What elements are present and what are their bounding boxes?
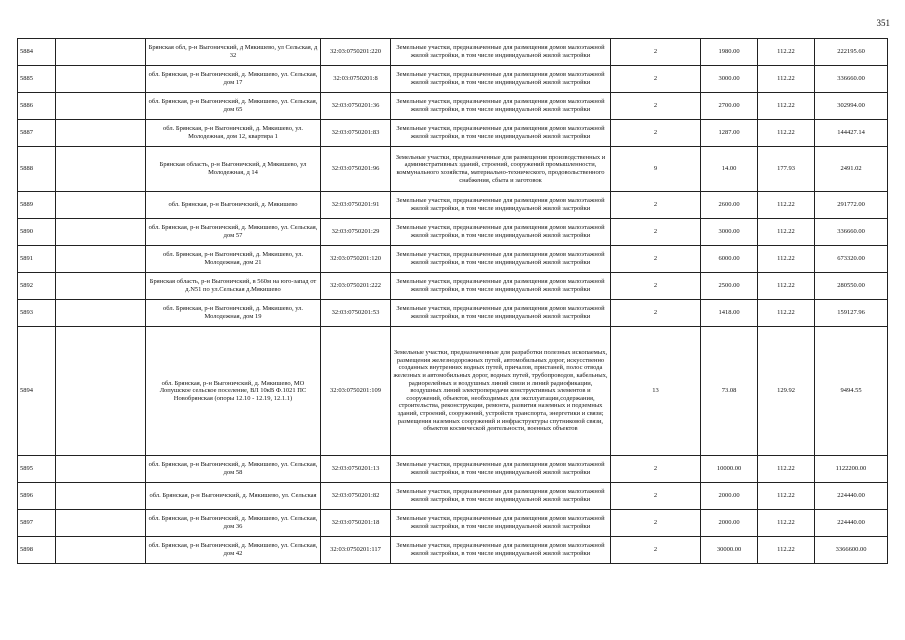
cadastral-number-cell: 32:03:0750201:222 xyxy=(321,273,391,300)
table-row xyxy=(18,219,888,246)
row-number: 5894 xyxy=(18,327,56,456)
blank-cell xyxy=(56,246,146,273)
row-number: 5884 xyxy=(18,39,56,66)
address-cell: обл. Брянская, р-н Выгоничский, д. Мякишево, ул. Молодежная, дом 12, квартира 1 xyxy=(146,120,321,147)
table-body xyxy=(18,39,888,564)
cadastral-value-cell: 3366600.00 xyxy=(815,537,888,564)
land-use-cell: Земельные участки, предназначенные для размещения домов малоэтажной жилой застройки, в том числе индивидуальной жилой застройки xyxy=(391,300,611,327)
table-row xyxy=(18,66,888,93)
table-row xyxy=(18,327,888,456)
area-cell: 2000.00 xyxy=(701,510,758,537)
area-cell: 1980.00 xyxy=(701,39,758,66)
rate-cell: 112.22 xyxy=(758,120,815,147)
category-cell: 2 xyxy=(611,219,701,246)
category-cell: 2 xyxy=(611,66,701,93)
address-cell: обл. Брянская, р-н Выгоничский, д. Мякишево, ул. Молодежная, дом 21 xyxy=(146,246,321,273)
area-cell: 10000.00 xyxy=(701,456,758,483)
cadastral-value-cell: 159127.96 xyxy=(815,300,888,327)
cadastral-number-cell: 32:03:0750201:109 xyxy=(321,327,391,456)
land-use-cell: Земельные участки, предназначенные для размещения домов малоэтажной жилой застройки, в том числе индивидуальной жилой застройки xyxy=(391,192,611,219)
area-cell: 30000.00 xyxy=(701,537,758,564)
blank-cell xyxy=(56,93,146,120)
category-cell: 2 xyxy=(611,192,701,219)
land-use-cell: Земельные участки, предназначенные для размещения домов малоэтажной жилой застройки, в том числе индивидуальной жилой застройки xyxy=(391,456,611,483)
land-use-cell: Земельные участки, предназначенные для размещения домов малоэтажной жилой застройки, в том числе индивидуальной жилой застройки xyxy=(391,39,611,66)
address-cell: обл. Брянская, р-н Выгоничский, д. Мякишево, ул. Сельская xyxy=(146,483,321,510)
cadastral-number-cell: 32:03:0750201:120 xyxy=(321,246,391,273)
table-row xyxy=(18,93,888,120)
area-cell: 6000.00 xyxy=(701,246,758,273)
cadastral-number-cell: 32:03:0750201:8 xyxy=(321,66,391,93)
cadastral-number-cell: 32:03:0750201:117 xyxy=(321,537,391,564)
blank-cell xyxy=(56,120,146,147)
table-row xyxy=(18,120,888,147)
rate-cell: 112.22 xyxy=(758,246,815,273)
rate-cell: 112.22 xyxy=(758,483,815,510)
land-use-cell: Земельные участки, предназначенные для разработки полезных ископаемых, размещения железнодорожных путей, автомобильных дорог, искусственно созданных внутренних водных путей, причалов, пристаней, полос отвода железных и автомобильных дорог, водных путей, трубопроводов, кабельных, радиорелейных и воздушных линий связи и линий радиофикации, воздушных линий электропередачи конструктивных элементов и сооружений, объектов, необходимых для эксплуатации,содержания, строительства, реконструкции, ремонта, развития наземных и подземных зданий, строений, сооружений, устройств транспорта, энергетики и связи; размещения наземных сооружений и инфраструктуры спутниковой связи, объектов космической деятельности, военных объектов xyxy=(391,327,611,456)
land-registry-table xyxy=(17,38,888,564)
table-row xyxy=(18,537,888,564)
rate-cell: 112.22 xyxy=(758,39,815,66)
rate-cell: 112.22 xyxy=(758,93,815,120)
row-number: 5888 xyxy=(18,147,56,192)
land-use-cell: Земельные участки, предназначенные для размещения домов малоэтажной жилой застройки, в том числе индивидуальной жилой застройки xyxy=(391,219,611,246)
blank-cell xyxy=(56,537,146,564)
rate-cell: 129.92 xyxy=(758,327,815,456)
row-number: 5893 xyxy=(18,300,56,327)
land-use-cell: Земельные участки, предназначенные для размещения домов малоэтажной жилой застройки, в том числе индивидуальной жилой застройки xyxy=(391,510,611,537)
rate-cell: 112.22 xyxy=(758,510,815,537)
address-cell: обл. Брянская, р-н Выгоничский, д. Мякишево, ул. Сельская, дом 42 xyxy=(146,537,321,564)
table-row xyxy=(18,510,888,537)
area-cell: 3000.00 xyxy=(701,66,758,93)
cadastral-number-cell: 32:03:0750201:220 xyxy=(321,39,391,66)
land-use-cell: Земельные участки, предназначенные для размещения домов малоэтажной жилой застройки, в том числе индивидуальной жилой застройки xyxy=(391,537,611,564)
row-number: 5892 xyxy=(18,273,56,300)
page-number: 351 xyxy=(876,18,890,28)
blank-cell xyxy=(56,192,146,219)
row-number: 5889 xyxy=(18,192,56,219)
address-cell: Брянская область, р-н Выгоничский, д Мякишево, ул Молодежная, д 14 xyxy=(146,147,321,192)
address-cell: обл. Брянская, р-н Выгоничский, д. Мякишево, ул. Сельская, дом 36 xyxy=(146,510,321,537)
blank-cell xyxy=(56,219,146,246)
cadastral-number-cell: 32:03:0750201:53 xyxy=(321,300,391,327)
category-cell: 2 xyxy=(611,456,701,483)
cadastral-value-cell: 224440.00 xyxy=(815,510,888,537)
row-number: 5887 xyxy=(18,120,56,147)
blank-cell xyxy=(56,483,146,510)
cadastral-value-cell: 302994.00 xyxy=(815,93,888,120)
land-use-cell: Земельные участки, предназначенные для размещения домов малоэтажной жилой застройки, в том числе индивидуальной жилой застройки xyxy=(391,93,611,120)
cadastral-value-cell: 1122200.00 xyxy=(815,456,888,483)
cadastral-number-cell: 32:03:0750201:29 xyxy=(321,219,391,246)
table-row xyxy=(18,456,888,483)
table-row xyxy=(18,246,888,273)
cadastral-number-cell: 32:03:0750201:36 xyxy=(321,93,391,120)
row-number: 5896 xyxy=(18,483,56,510)
rate-cell: 112.22 xyxy=(758,66,815,93)
table-row xyxy=(18,273,888,300)
cadastral-value-cell: 222195.60 xyxy=(815,39,888,66)
category-cell: 2 xyxy=(611,120,701,147)
category-cell: 2 xyxy=(611,537,701,564)
address-cell: обл. Брянская, р-н Выгоничский, д. Мякишево, ул. Молодежная, дом 19 xyxy=(146,300,321,327)
row-number: 5897 xyxy=(18,510,56,537)
blank-cell xyxy=(56,327,146,456)
blank-cell xyxy=(56,510,146,537)
category-cell: 2 xyxy=(611,300,701,327)
cadastral-number-cell: 32:03:0750201:96 xyxy=(321,147,391,192)
rate-cell: 112.22 xyxy=(758,537,815,564)
row-number: 5898 xyxy=(18,537,56,564)
land-use-cell: Земельные участки, предназначенные для размещения производственных и административных зданий, строений, сооружений промышленности, коммунального хозяйства, материально-технического, продовольственного снабжения, сбыта и заготовок xyxy=(391,147,611,192)
rate-cell: 112.22 xyxy=(758,456,815,483)
area-cell: 2600.00 xyxy=(701,192,758,219)
table-row xyxy=(18,39,888,66)
category-cell: 2 xyxy=(611,39,701,66)
area-cell: 2000.00 xyxy=(701,483,758,510)
row-number: 5891 xyxy=(18,246,56,273)
row-number: 5890 xyxy=(18,219,56,246)
rate-cell: 112.22 xyxy=(758,300,815,327)
cadastral-number-cell: 32:03:0750201:82 xyxy=(321,483,391,510)
cadastral-value-cell: 144427.14 xyxy=(815,120,888,147)
cadastral-number-cell: 32:03:0750201:91 xyxy=(321,192,391,219)
rate-cell: 112.22 xyxy=(758,192,815,219)
blank-cell xyxy=(56,39,146,66)
address-cell: обл. Брянская, р-н Выгоничский, д. Мякишево, ул. Сельская, дом 58 xyxy=(146,456,321,483)
table-row xyxy=(18,147,888,192)
blank-cell xyxy=(56,300,146,327)
land-use-cell: Земельные участки, предназначенные для размещения домов малоэтажной жилой застройки, в том числе индивидуальной жилой застройки xyxy=(391,66,611,93)
address-cell: обл. Брянская, р-н Выгоничский, д. Мякишево, ул. Сельская, дом 65 xyxy=(146,93,321,120)
category-cell: 9 xyxy=(611,147,701,192)
rate-cell: 177.93 xyxy=(758,147,815,192)
table-row xyxy=(18,300,888,327)
row-number: 5886 xyxy=(18,93,56,120)
table-row xyxy=(18,483,888,510)
category-cell: 13 xyxy=(611,327,701,456)
area-cell: 1287.00 xyxy=(701,120,758,147)
cadastral-value-cell: 9494.55 xyxy=(815,327,888,456)
table-row xyxy=(18,192,888,219)
area-cell: 2700.00 xyxy=(701,93,758,120)
cadastral-number-cell: 32:03:0750201:83 xyxy=(321,120,391,147)
area-cell: 2500.00 xyxy=(701,273,758,300)
cadastral-value-cell: 291772.00 xyxy=(815,192,888,219)
cadastral-value-cell: 2491.02 xyxy=(815,147,888,192)
land-use-cell: Земельные участки, предназначенные для размещения домов малоэтажной жилой застройки, в том числе индивидуальной жилой застройки xyxy=(391,483,611,510)
address-cell: обл. Брянская, р-н Выгоничский, д. Мякишево, ул. Сельская, дом 17 xyxy=(146,66,321,93)
land-use-cell: Земельные участки, предназначенные для размещения домов малоэтажной жилой застройки, в том числе индивидуальной жилой застройки xyxy=(391,246,611,273)
blank-cell xyxy=(56,456,146,483)
category-cell: 2 xyxy=(611,93,701,120)
address-cell: Брянская область, р-н Выгоничский, в 560м на юго-запад от д.N51 по ул.Сельская д.Мякишево xyxy=(146,273,321,300)
blank-cell xyxy=(56,273,146,300)
row-number: 5895 xyxy=(18,456,56,483)
land-use-cell: Земельные участки, предназначенные для размещения домов малоэтажной жилой застройки, в том числе индивидуальной жилой застройки xyxy=(391,273,611,300)
area-cell: 3000.00 xyxy=(701,219,758,246)
blank-cell xyxy=(56,147,146,192)
cadastral-number-cell: 32:03:0750201:13 xyxy=(321,456,391,483)
area-cell: 14.00 xyxy=(701,147,758,192)
address-cell: Брянская обл, р-н Выгоничский, д Мякишево, ул Сельская, д 32 xyxy=(146,39,321,66)
cadastral-value-cell: 673320.00 xyxy=(815,246,888,273)
blank-cell xyxy=(56,66,146,93)
cadastral-number-cell: 32:03:0750201:18 xyxy=(321,510,391,537)
category-cell: 2 xyxy=(611,483,701,510)
rate-cell: 112.22 xyxy=(758,219,815,246)
category-cell: 2 xyxy=(611,510,701,537)
row-number: 5885 xyxy=(18,66,56,93)
cadastral-value-cell: 336660.00 xyxy=(815,219,888,246)
area-cell: 1418.00 xyxy=(701,300,758,327)
area-cell: 73.08 xyxy=(701,327,758,456)
category-cell: 2 xyxy=(611,246,701,273)
land-use-cell: Земельные участки, предназначенные для размещения домов малоэтажной жилой застройки, в том числе индивидуальной жилой застройки xyxy=(391,120,611,147)
cadastral-value-cell: 280550.00 xyxy=(815,273,888,300)
address-cell: обл. Брянская, р-н Выгоничский, д. Мякишево xyxy=(146,192,321,219)
rate-cell: 112.22 xyxy=(758,273,815,300)
cadastral-value-cell: 336660.00 xyxy=(815,66,888,93)
address-cell: обл. Брянская, р-н Выгоничский, д. Мякишево, ул. Сельская, дом 57 xyxy=(146,219,321,246)
address-cell: обл. Брянская, р-н Выгоничский, д. Мякишево, МО Лопушское сельское поселение, ВЛ 10кВ Ф.1021 ПС Новобрянская (опоры 12.10 - 12.19, 12.1.1) xyxy=(146,327,321,456)
category-cell: 2 xyxy=(611,273,701,300)
cadastral-value-cell: 224440.00 xyxy=(815,483,888,510)
